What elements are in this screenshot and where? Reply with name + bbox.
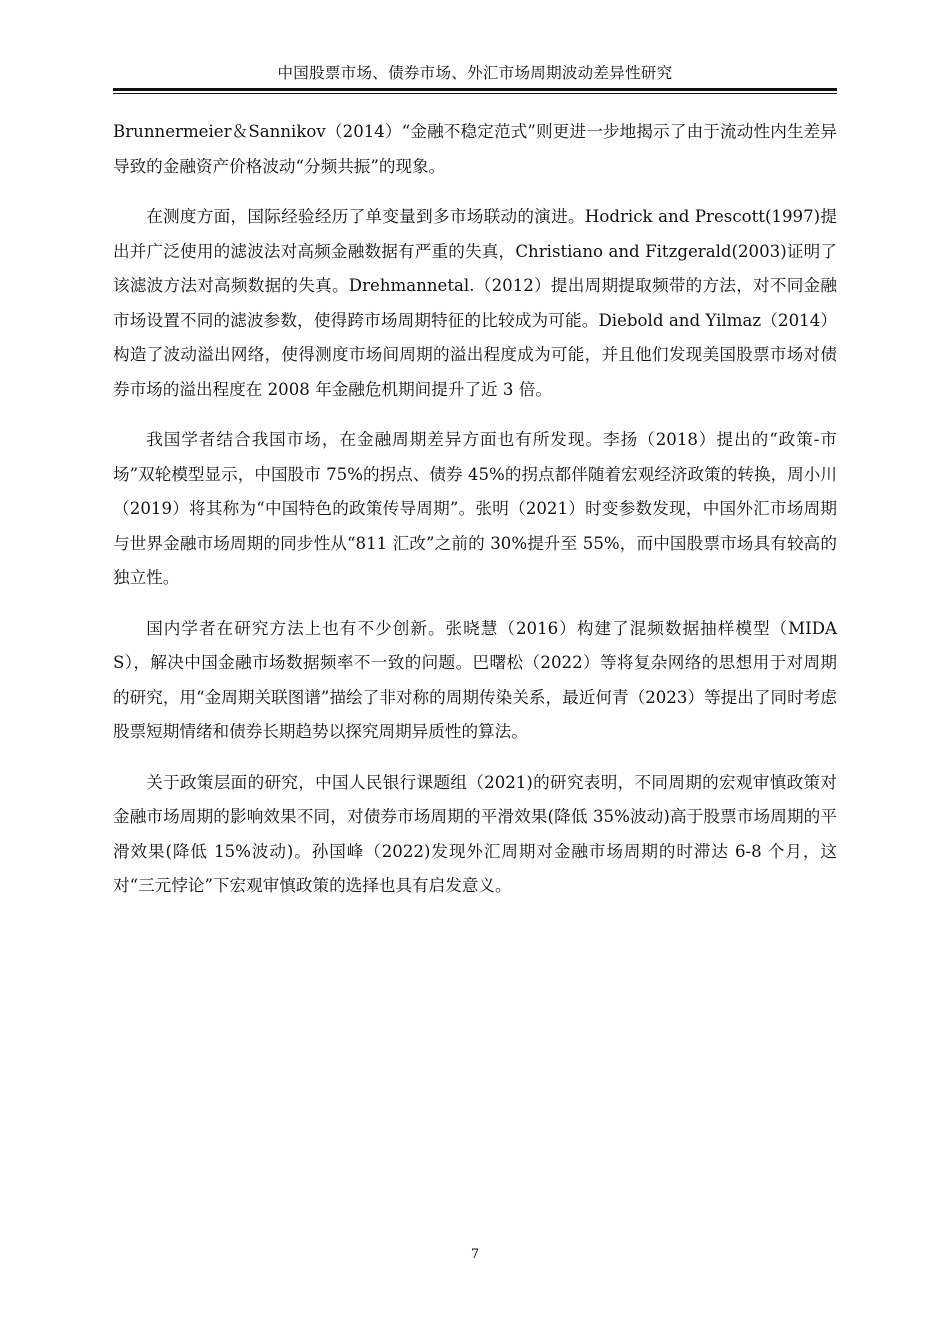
paragraph-methods: 国内学者在研究方法上也有不少创新。张晓慧（2016）构建了混频数据抽样模型（MIDAS），解决中国金融市场数据频率不一致的问题。巴曙松（2022）等将复杂网络的思想用于对周期的研究，用“金周期关联图谱”描绘了非对称的周期传染关系，最近何青（2023）等提出了同时考虑股票短期情绪和债券长期趋势以探究周期异质性的算法。 [113, 618, 837, 741]
header-rule-thick [113, 88, 837, 91]
paragraph-continued: Brunnermeier＆Sannikov（2014）“金融不稳定范式”则更进一步地揭示了由于流动性内生差异导致的金融资产价格波动“分频共振”的现象。 [113, 122, 837, 176]
page-number: 7 [470, 1247, 480, 1262]
paragraph-policy: 关于政策层面的研究，中国人民银行课题组（2021)的研究表明，不同周期的宏观审慎政策对金融市场周期的影响效果不同，对债券市场周期的平滑效果(降低 35%波动)高于股票市场周期的平滑效果(降低 15%波动)。孙国峰（2022)发现外汇周期对金融市场周期的时滞达 6-8 个月，这对“三元悖论”下宏观审慎政策的选择也具有启发意义。 [113, 772, 837, 895]
paragraph-domestic-findings: 我国学者结合我国市场，在金融周期差异方面也有所发现。李扬（2018）提出的“政策-市场”双轮模型显示，中国股市 75%的拐点、债券 45%的拐点都伴随着宏观经济政策的转换，周小川（2019）将其称为“中国特色的政策传导周期”。张明（2021）时变参数发现，中国外汇市场周期与世界金融市场周期的同步性从“811 汇改”之前的 30%提升至 55%，而中国股票市场具有较高的独立性。 [113, 430, 837, 587]
paragraph-measurement: 在测度方面，国际经验经历了单变量到多市场联动的演进。Hodrick and Prescott(1997)提出并广泛使用的滤波法对高频金融数据有严重的失真，Christiano and Fitzgerald(2003)证明了该滤波方法对高频数据的失真。Drehmannetal.（2012）提出周期提取频带的方法，对不同金融市场设置不同的滤波参数，使得跨市场周期特征的比较成为可能。Diebold and Yilmaz（2014）构造了波动溢出网络，使得测度市场间周期的溢出程度成为可能，并且他们发现美国股票市场对债券市场的溢出程度在 2008 年金融危机期间提升了近 3 倍。 [113, 207, 837, 399]
header-rule-thin [113, 93, 837, 94]
running-header: 中国股票市场、债券市场、外汇市场周期波动差异性研究 [277, 64, 673, 82]
body-text [113, 115, 837, 920]
